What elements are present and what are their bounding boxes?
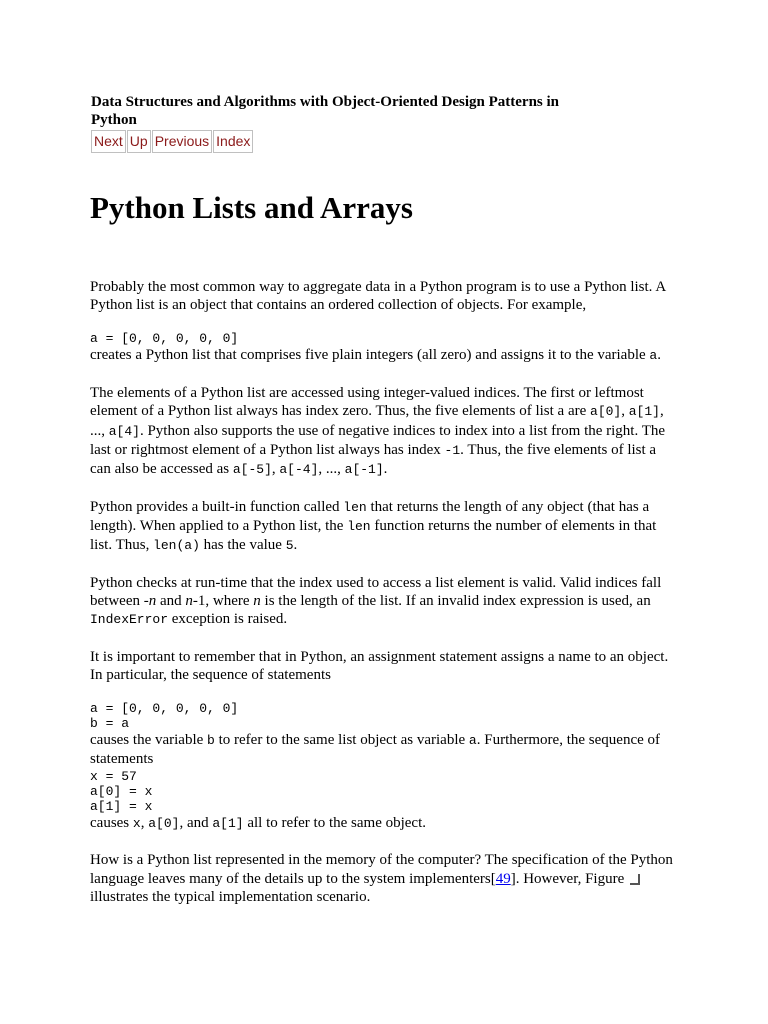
citation-link[interactable]: 49 xyxy=(495,870,511,887)
index-button[interactable]: Index xyxy=(213,130,253,153)
code-block-alias: a = [0, 0, 0, 0, 0] b = a xyxy=(90,701,239,732)
up-button[interactable]: Up xyxy=(127,130,151,153)
paragraph-same-object: causes x, a[0], and a[1] all to refer to the same object. xyxy=(90,814,427,831)
paragraph-assignment: It is important to remember that in Python, an assignment statement assigns a name to an object. In particular, the sequence of statements xyxy=(90,648,669,684)
page-container xyxy=(90,93,681,905)
paragraph-indices: The elements of a Python list are accessed using integer-valued indices. The first or leftmost element of a Python list always has index zero. Thus, the five elements of list a are a[0], a[1], ..., a[4]. Python also supports the use of negative indices to index into a list from the right. The last or rightmost element of a Python list always has index -1. Thus, the five elements of list a can also be accessed as a[-5], a[-4], ..., a[-1]. xyxy=(90,385,666,477)
code-block-shared-object: x = 57 a[0] = x a[1] = x xyxy=(90,768,153,814)
article-body xyxy=(90,278,680,906)
previous-button[interactable]: Previous xyxy=(152,130,212,153)
paragraph-creates: creates a Python list that comprises five plain integers (all zero) and assigns it to the variable a. xyxy=(90,347,661,364)
page-title: Python Lists and Arrays xyxy=(90,190,413,225)
paragraph-runtime-check: Python checks at run-time that the index used to access a list element is valid. Valid indices fall between -n and n-1, where n is the length of the list. If an invalid index expression is used, an IndexError exception is raised. xyxy=(90,574,662,628)
next-button[interactable]: Next xyxy=(91,130,126,153)
navigation-bar xyxy=(91,130,681,153)
paragraph-intro: Probably the most common way to aggregate data in a Python program is to use a Python list. A Python list is an object that contains an ordered collection of objects. For example, xyxy=(90,279,666,314)
book-title: Data Structures and Algorithms with Object-Oriented Design Patterns in Python xyxy=(91,94,560,128)
figure-reference-icon[interactable] xyxy=(630,874,640,885)
paragraph-memory: How is a Python list represented in the memory of the computer? The specification of the Python language leaves many of the details up to the system implementers[49]. However, Figure illustrates the typical implementation scenario. xyxy=(90,852,673,905)
code-block-list-init: a = [0, 0, 0, 0, 0] xyxy=(90,331,239,347)
paragraph-alias: causes the variable b to refer to the same list object as variable a. Furthermore, the sequence of statements xyxy=(90,732,661,768)
paragraph-len: Python provides a built-in function called len that returns the length of any object (that has a length). When applied to a Python list, the len function returns the number of elements in that list. Thus, len(a) has the value 5. xyxy=(90,498,657,554)
